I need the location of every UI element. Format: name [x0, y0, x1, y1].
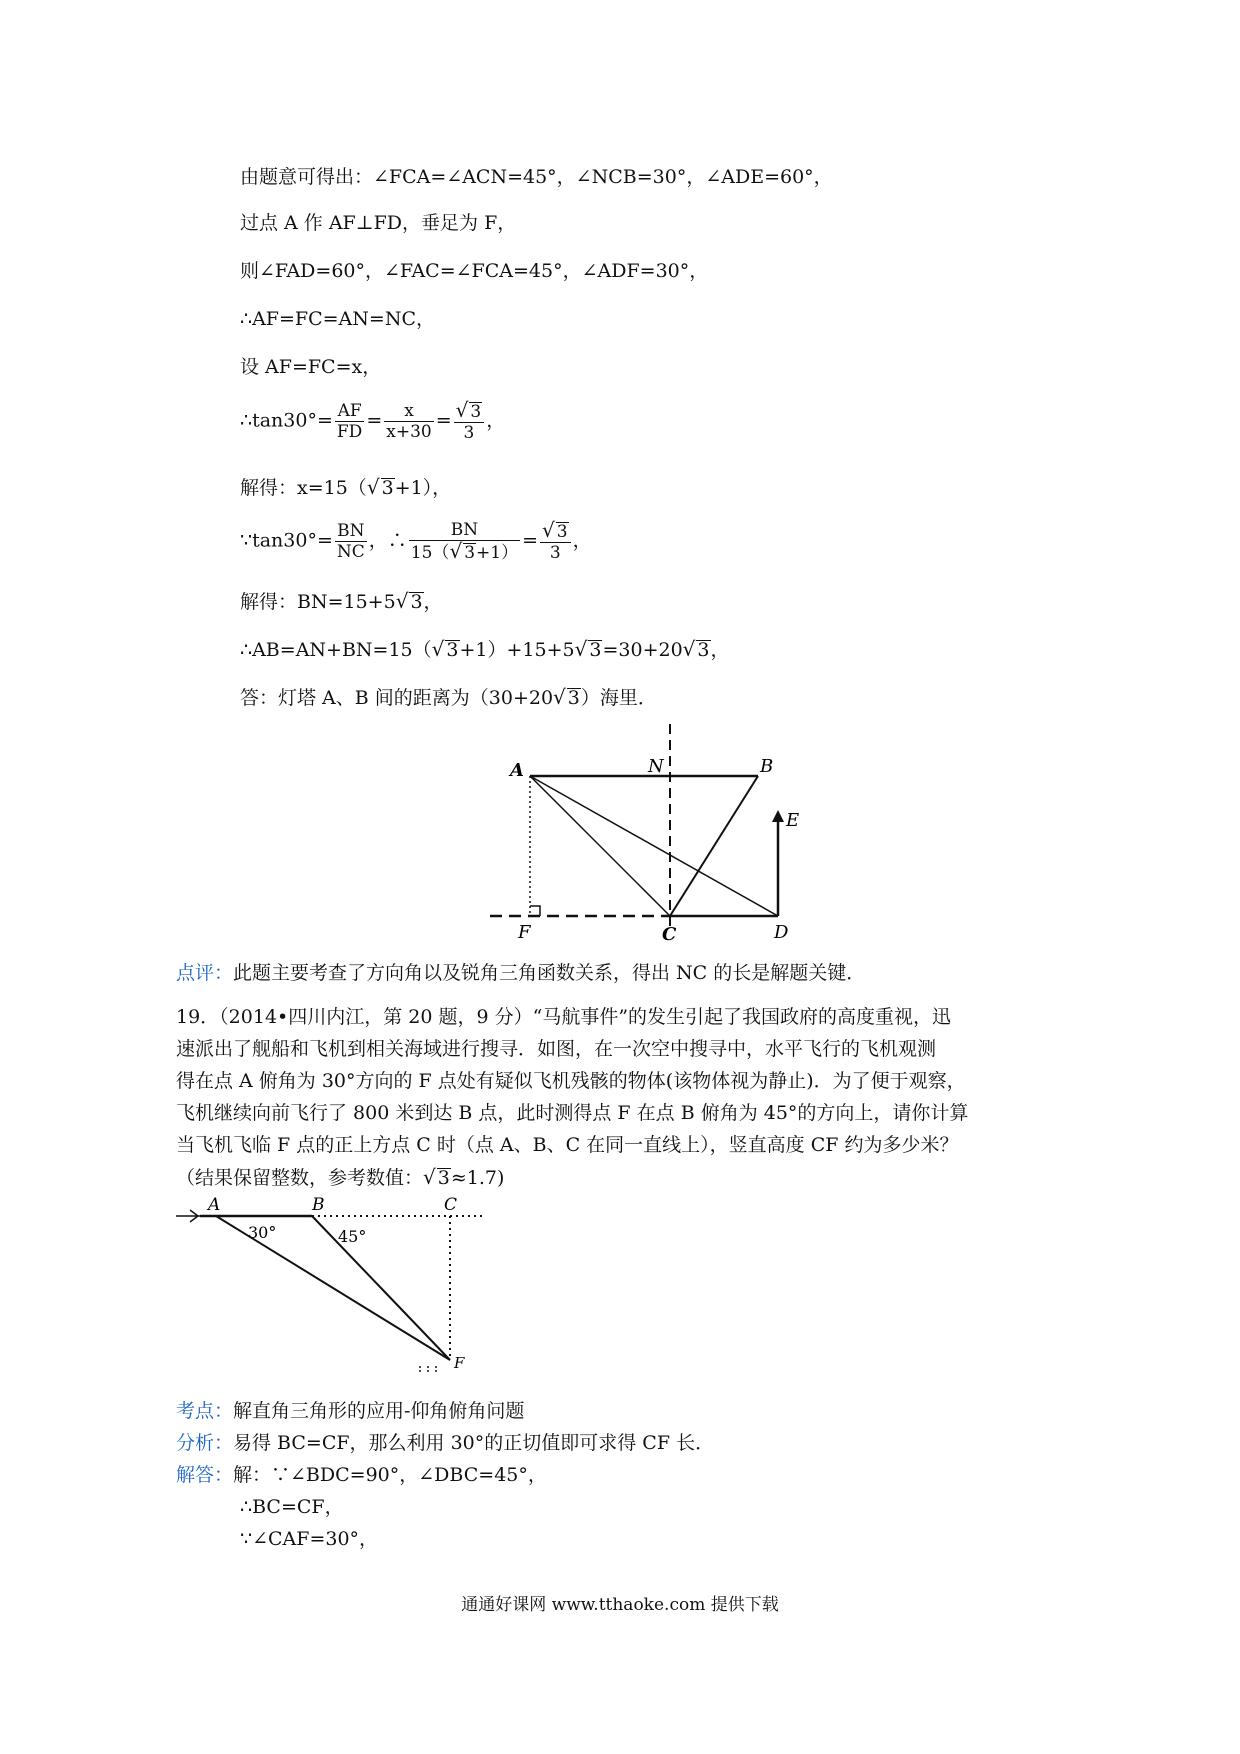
- x-value-text: 解得：x=15（: [240, 477, 367, 499]
- right-angle-mark: [530, 906, 540, 916]
- label-d: D: [774, 922, 789, 943]
- sqrt-3: 3: [567, 687, 580, 709]
- label-n: N: [648, 756, 664, 777]
- solution-line-5: 设 AF=FC=x，: [240, 356, 382, 378]
- den-part: 15（: [410, 543, 450, 563]
- jieda-text: 解：∵∠BDC=90°，∠DBC=45°，: [233, 1464, 547, 1486]
- label-c: C: [662, 924, 677, 945]
- jieda-label: 解答：: [176, 1464, 234, 1486]
- frac-denominator: 3: [463, 423, 475, 443]
- review-text: 此题主要考查了方向角以及锐角三角函数关系，得出 NC 的长是解题关键．: [233, 962, 866, 984]
- frac-numerator: BN: [409, 520, 520, 541]
- angle-45-label: 45°: [338, 1227, 367, 1246]
- kaodian-line: [176, 1398, 524, 1424]
- solution-line-10: ∴AB=AN+BN=15（√ 3+1）+15+5√ 3=30+20√ 3，: [240, 637, 730, 661]
- jieda-line: [176, 1462, 547, 1488]
- label-e: E: [786, 810, 800, 831]
- frac-denominator: FD: [336, 422, 363, 442]
- line-ac: [530, 776, 670, 916]
- ab-text-c: =30+20: [602, 639, 683, 661]
- sqrt-3: 3: [697, 639, 710, 661]
- frac-numerator: √ 3: [454, 400, 485, 423]
- fraction-af-fd: [335, 401, 364, 442]
- den-tail: +1）: [476, 543, 519, 563]
- label-f: F: [454, 1354, 465, 1372]
- fenxi-text: 易得 BC=CF，那么利用 30°的正切值即可求得 CF 长．: [233, 1432, 715, 1454]
- fenxi-line: [176, 1430, 714, 1456]
- label-f: F: [518, 922, 531, 943]
- solution-line-8: ∵tan30°= $\frac{BN}{NC}$ ，∴ $\frac{BN}{15(√ 3+1)}$ = $\frac{√ 3}{3}$ ，: [240, 518, 592, 563]
- jieda-step-2: ∴BC=CF，: [240, 1496, 344, 1518]
- kaodian-text: 解直角三角形的应用-仰角俯角问题: [233, 1400, 525, 1422]
- solution-line-6: ∴tan30°= $\frac{AF}{FD}$ = $\frac{x}{x+30}$ = $\frac{√ 3}{3}$ ，: [240, 398, 506, 443]
- review-line: [176, 960, 865, 986]
- solution-line-3: 则∠FAD=60°，∠FAC=∠FCA=45°，∠ADF=30°，: [240, 260, 709, 282]
- sqrt-3: 3: [589, 639, 602, 661]
- sqrt-3: 3: [556, 522, 568, 542]
- comma: ，: [423, 591, 443, 613]
- problem-19-line-1: 19．（2014•四川内江，第 20 题，9 分）“马航事件”的发生引起了我国政府的高度重视，迅: [176, 1006, 952, 1028]
- sqrt-3: 3: [446, 639, 459, 661]
- label-b: B: [312, 1196, 325, 1215]
- hint-text-a: （结果保留整数，参考数值：: [176, 1167, 424, 1189]
- label-a: A: [510, 760, 524, 781]
- frac-denominator: NC: [336, 542, 365, 562]
- label-a: A: [208, 1196, 221, 1215]
- bn-value-text: 解得：BN=15+5: [240, 591, 396, 613]
- answer-text-b: ）海里．: [580, 687, 657, 709]
- answer-text-a: 答：灯塔 A、B 间的距离为（30+20: [240, 687, 554, 709]
- sqrt-3: 3: [437, 1167, 450, 1189]
- angle-30-label: 30°: [248, 1223, 277, 1242]
- comma: ，: [710, 639, 730, 661]
- figure-1-lighthouse: [480, 720, 820, 950]
- sqrt-3: 3: [470, 402, 482, 422]
- sqrt-3: 3: [381, 477, 394, 499]
- x-value-tail: +1），: [394, 477, 452, 499]
- label-b: B: [760, 756, 774, 777]
- fraction-bn-nc: [335, 521, 367, 562]
- comma: ，: [572, 529, 592, 552]
- frac-numerator: x: [384, 401, 433, 422]
- solution-line-1: 由题意可得出：∠FCA=∠ACN=45°，∠NCB=30°，∠ADE=60°，: [240, 166, 833, 188]
- problem-19-line-4: 飞机继续向前飞行了 800 米到达 B 点，此时测得点 F 在点 B 俯角为 45°的方向上，请你计算: [176, 1102, 969, 1124]
- frac-denominator: 15（√ 3+1）: [410, 539, 519, 563]
- fraction-bn-expr: [409, 520, 520, 563]
- fraction-x-x30: [384, 401, 433, 442]
- solution-line-9: 解得：BN=15+5√ 3，: [240, 589, 443, 613]
- solution-line-7: 解得：x=15（√ 3+1），: [240, 475, 452, 499]
- page-footer: 通通好课网 www.tthaoke.com 提供下载: [461, 1595, 779, 1615]
- sqrt-3: 3: [410, 591, 423, 613]
- frac-denominator: 3: [549, 543, 561, 563]
- review-label: 点评：: [176, 962, 234, 984]
- kaodian-label: 考点：: [176, 1400, 234, 1422]
- problem-19-line-5: 当飞机飞临 F 点的正上方点 C 时（点 A、B、C 在同一直线上），竖直高度 CF 约为多少米？: [176, 1134, 959, 1156]
- line-cb: [670, 776, 758, 916]
- frac-numerator: √ 3: [540, 520, 571, 543]
- jieda-step-3: ∵∠CAF=30°，: [240, 1528, 379, 1550]
- line-ad: [530, 776, 778, 916]
- frac-denominator: x+30: [386, 422, 432, 442]
- answer-line: 答：灯塔 A、B 间的距离为（30+20√ 3）海里．: [240, 685, 657, 709]
- comma: ，: [486, 409, 506, 432]
- frac-numerator: AF: [335, 401, 364, 422]
- tan-prefix: ∴tan30°=: [240, 409, 333, 432]
- ab-text-b: +1）+15+5: [459, 639, 575, 661]
- solution-line-2: 过点 A 作 AF⊥FD，垂足为 F，: [240, 212, 517, 234]
- label-c: C: [444, 1196, 458, 1215]
- problem-19-line-3: 得在点 A 俯角为 30°方向的 F 点处有疑似飞机残骸的物体(该物体视为静止)．为了便于观察，: [176, 1070, 966, 1092]
- problem-19-line-6: （结果保留整数，参考数值：√ 3≈1.7): [176, 1165, 505, 1189]
- arrow-e-head: [772, 810, 784, 822]
- solution-line-4: ∴AF=FC=AN=NC，: [240, 308, 435, 330]
- sqrt-3: 3: [464, 543, 476, 563]
- tan-prefix: ∵tan30°=: [240, 529, 333, 552]
- fraction-sqrt3-3: [454, 400, 485, 443]
- fraction-sqrt3-3: [540, 520, 571, 563]
- figure-2-aircraft: [172, 1196, 492, 1382]
- therefore-text: ，∴: [368, 529, 407, 552]
- hint-text-b: ≈1.7): [450, 1167, 505, 1189]
- frac-numerator: BN: [335, 521, 367, 542]
- problem-19-line-2: 速派出了舰船和飞机到相关海域进行搜寻．如图，在一次空中搜寻中，水平飞行的飞机观测: [176, 1038, 937, 1060]
- ab-text-a: ∴AB=AN+BN=15（: [240, 639, 432, 661]
- fenxi-label: 分析：: [176, 1432, 234, 1454]
